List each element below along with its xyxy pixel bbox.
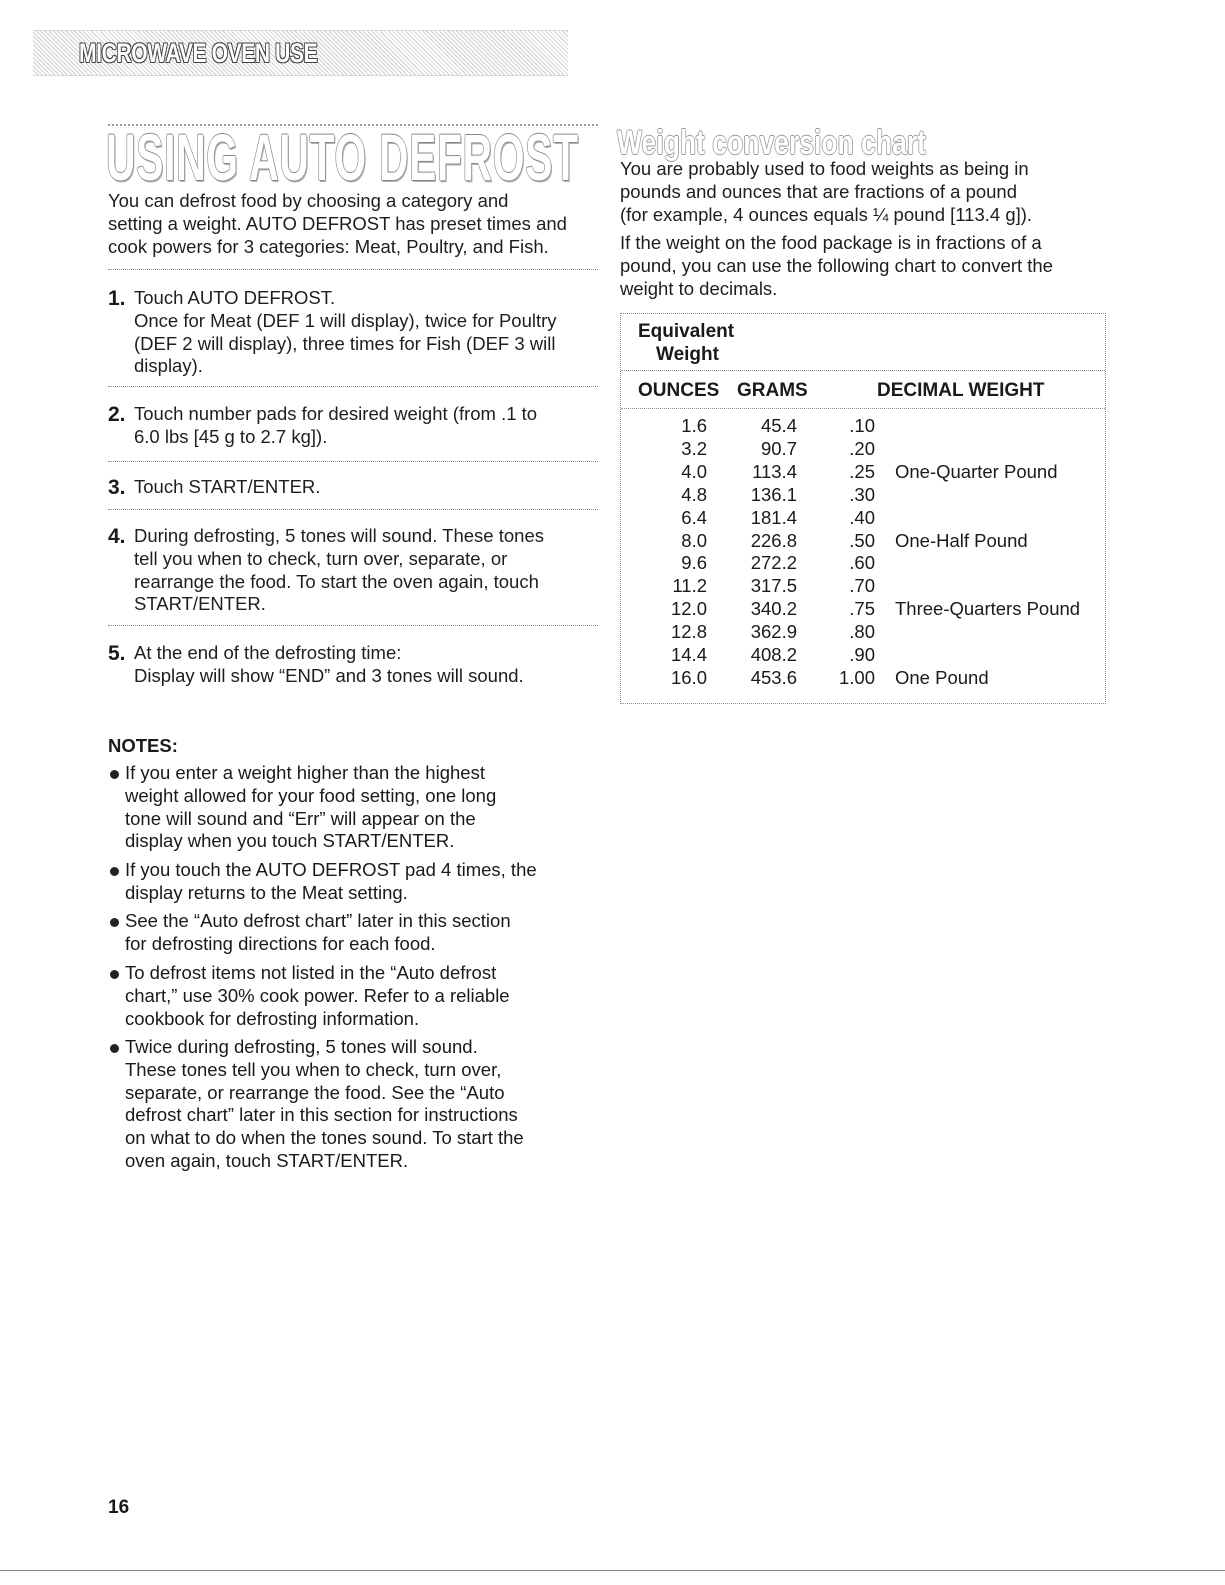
step-text-line: Touch number pads for desired weight (from .1 to — [134, 403, 538, 424]
step-number: 5. — [108, 642, 126, 665]
table-rule-top — [621, 370, 1105, 371]
note-text-line: display when you touch START/ENTER. — [125, 830, 455, 852]
paragraph-line: pounds and ounces that are fractions of a pound — [620, 180, 1018, 202]
step-text-line: rearrange the food. To start the oven again, touch — [134, 570, 539, 592]
chart-title: Weight conversion chart — [617, 124, 926, 162]
step-number: 4. — [108, 525, 126, 548]
note-text-line: To defrost items not listed in the “Auto defrost — [125, 962, 497, 983]
column-header-ounces: OUNCES — [638, 380, 720, 401]
cell-ounces: 1.6 — [681, 415, 707, 436]
note-text-line: separate, or rearrange the food. See the “Auto — [125, 1081, 505, 1103]
cell-ounces: 9.6 — [681, 552, 707, 574]
cell-ounces: 4.0 — [681, 460, 707, 482]
cell-decimal: 1.00 — [838, 666, 875, 688]
cell-grams: 272.2 — [750, 552, 797, 574]
paragraph-line: pound, you can use the following chart to convert the — [620, 254, 1053, 276]
section-banner — [33, 30, 568, 76]
note-text-line: If you enter a weight higher than the highest — [125, 762, 485, 783]
cell-grams: 453.6 — [750, 666, 797, 688]
note-text-line: display returns to the Meat setting. — [125, 881, 408, 903]
cell-decimal: .75 — [849, 598, 875, 620]
page-number: 16 — [108, 1497, 130, 1518]
cell-grams: 317.5 — [750, 575, 797, 597]
step-divider — [108, 625, 598, 626]
cell-grams: 340.2 — [750, 598, 797, 620]
cell-grams: 45.4 — [760, 415, 797, 436]
cell-decimal: .90 — [849, 644, 875, 665]
cell-label: Three-Quarters Pound — [895, 598, 1081, 620]
cell-decimal: .25 — [849, 460, 875, 482]
bullet-icon — [110, 867, 119, 876]
note-text-line: Twice during defrosting, 5 tones will sound. — [125, 1036, 478, 1057]
note-item — [110, 910, 595, 956]
note-text-line: oven again, touch START/ENTER. — [125, 1149, 409, 1171]
cell-grams: 226.8 — [750, 529, 797, 551]
step-text-line: Display will show “END” and 3 tones will sound. — [134, 664, 524, 686]
note-item — [110, 859, 595, 905]
step-divider — [108, 386, 598, 387]
note-text-line: cookbook for defrosting information. — [125, 1007, 420, 1029]
intro-line: cook powers for 3 categories: Meat, Poultry, and Fish. — [108, 235, 549, 257]
cell-grams: 181.4 — [750, 506, 797, 528]
note-text-line: tone will sound and “Err” will appear on the — [125, 807, 476, 829]
cell-label: One-Half Pound — [895, 529, 1028, 551]
cell-decimal: .70 — [849, 575, 875, 597]
step-text-line: Touch AUTO DEFROST. — [134, 287, 336, 308]
bullet-icon — [110, 1044, 119, 1053]
note-text-line: weight allowed for your food setting, one long — [125, 784, 497, 806]
step-divider — [108, 269, 598, 270]
cell-decimal: .50 — [849, 529, 875, 551]
cell-ounces: 12.0 — [670, 598, 707, 620]
step-text-line: display). — [134, 355, 203, 377]
table-rule-header — [621, 408, 1105, 409]
note-text-line: defrost chart” later in this section for instructions — [125, 1104, 518, 1126]
step-text-line: During defrosting, 5 tones will sound. These tones — [134, 525, 544, 546]
cell-ounces: 12.8 — [670, 621, 707, 643]
note-item — [110, 1036, 595, 1173]
cell-ounces: 16.0 — [670, 666, 707, 688]
cell-ounces: 14.4 — [670, 644, 707, 665]
step-divider — [108, 509, 598, 510]
step-number: 1. — [108, 287, 126, 310]
step-text-line: START/ENTER. — [134, 593, 266, 615]
note-text-line: chart,” use 30% cook power. Refer to a reliable — [125, 984, 510, 1006]
column-header-grams: GRAMS — [737, 380, 808, 401]
page-bottom-rule — [0, 1570, 1225, 1571]
step-text-line: (DEF 2 will display), three times for Fish (DEF 3 will — [134, 332, 556, 354]
conversion-table — [620, 313, 1106, 704]
step-text-line: At the end of the defrosting time: — [134, 642, 402, 663]
step-divider — [108, 461, 598, 462]
intro-line: setting a weight. AUTO DEFROST has preset times and — [108, 212, 567, 234]
page-title: USING AUTO DEFROST — [106, 120, 579, 194]
cell-decimal: .20 — [849, 437, 875, 459]
cell-grams: 362.9 — [750, 621, 797, 643]
paragraph-line: If the weight on the food package is in fractions of a — [620, 232, 1042, 253]
step-text-line: Once for Meat (DEF 1 will display), twice for Poultry — [134, 309, 557, 331]
cell-label: One-Quarter Pound — [895, 460, 1058, 482]
note-item — [110, 762, 595, 853]
cell-grams: 113.4 — [752, 460, 797, 482]
cell-ounces: 8.0 — [681, 529, 707, 551]
banner-title: MICROWAVE OVEN USE — [79, 38, 318, 68]
step-text-line: tell you when to check, turn over, separate, or — [134, 547, 508, 569]
table-heading-weight: Weight — [656, 344, 719, 365]
cell-grams: 90.7 — [760, 437, 797, 459]
step-text-line: 6.0 lbs [45 g to 2.7 kg]). — [134, 425, 328, 447]
bullet-icon — [110, 918, 119, 927]
table-heading-equivalent: Equivalent — [638, 321, 735, 342]
note-text-line: See the “Auto defrost chart” later in this section — [125, 910, 511, 931]
intro-line: You can defrost food by choosing a category and — [108, 190, 509, 211]
paragraph-line: (for example, 4 ounces equals ¼ pound [113.4 g]). — [620, 203, 1033, 225]
step-number: 3. — [108, 476, 126, 499]
cell-decimal: .40 — [849, 506, 875, 528]
cell-label: One Pound — [895, 666, 989, 688]
notes-heading: NOTES: — [108, 735, 178, 756]
cell-grams: 136.1 — [750, 483, 797, 505]
note-text-line: for defrosting directions for each food. — [125, 932, 436, 954]
cell-decimal: .80 — [849, 621, 875, 643]
cell-ounces: 3.2 — [681, 437, 707, 459]
cell-ounces: 6.4 — [681, 506, 707, 528]
bullet-icon — [110, 970, 119, 979]
paragraph-line: You are probably used to food weights as being in — [620, 158, 1029, 179]
step-text-line: Touch START/ENTER. — [134, 476, 321, 497]
paragraph-line: weight to decimals. — [620, 277, 778, 299]
note-item — [110, 962, 595, 1030]
column-header-decimal-weight: DECIMAL WEIGHT — [877, 380, 1045, 401]
step-number: 2. — [108, 403, 126, 426]
cell-ounces: 11.2 — [672, 575, 707, 597]
note-text-line: on what to do when the tones sound. To start the — [125, 1127, 524, 1149]
cell-decimal: .30 — [849, 483, 875, 505]
cell-grams: 408.2 — [750, 644, 797, 665]
cell-ounces: 4.8 — [681, 483, 707, 505]
note-text-line: These tones tell you when to check, turn over, — [125, 1058, 502, 1080]
cell-decimal: .60 — [849, 552, 875, 574]
bullet-icon — [110, 770, 119, 779]
cell-decimal: .10 — [849, 415, 875, 436]
note-text-line: If you touch the AUTO DEFROST pad 4 times, the — [125, 859, 537, 880]
